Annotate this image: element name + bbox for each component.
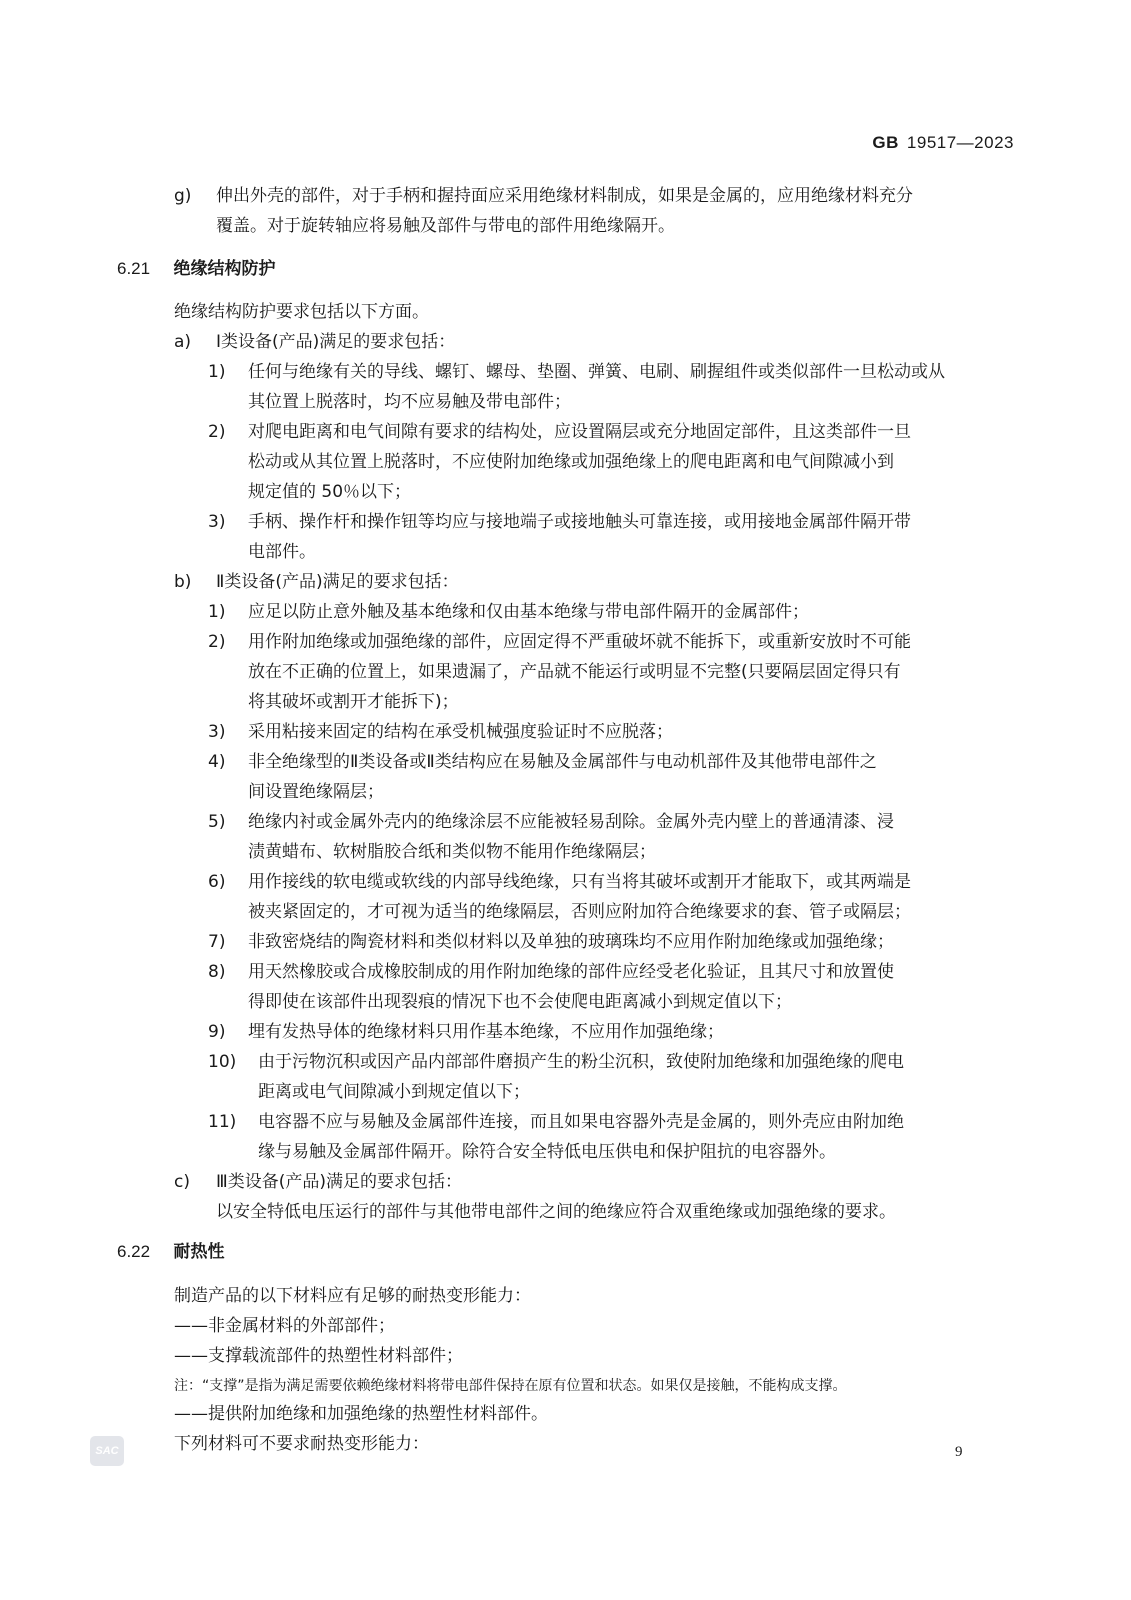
item-g-line-1: 伸出外壳的部件，对于手柄和握持面应采用绝缘材料制成，如果是金属的，应用绝缘材料充分 xyxy=(216,186,913,206)
item-b4-line: 间设置绝缘隔层； xyxy=(248,782,384,802)
item-b10-line: 由于污物沉积或因产品内部部件磨损产生的粉尘沉积，致使附加绝缘和加强绝缘的爬电 xyxy=(258,1052,904,1072)
item-g-label: g) xyxy=(174,186,192,206)
section-number: 6.21 xyxy=(117,259,151,278)
dash-item-3: ——提供附加绝缘和加强绝缘的热塑性材料部件。 xyxy=(174,1404,548,1424)
item-b7-num: 7) xyxy=(208,932,226,952)
item-a2-line: 松动或从其位置上脱落时，不应使附加绝缘或加强绝缘上的爬电距离和电气间隙减小到 xyxy=(248,452,894,472)
item-a2-line: 对爬电距离和电气间隙有要求的结构处，应设置隔层或充分地固定部件，且这类部件一旦 xyxy=(248,422,911,442)
dash-item-2: ——支撑载流部件的热塑性材料部件； xyxy=(174,1346,463,1366)
item-b11-line: 电容器不应与易触及金属部件连接，而且如果电容器外壳是金属的，则外壳应由附加绝 xyxy=(258,1112,904,1132)
item-a-text: Ⅰ类设备(产品)满足的要求包括： xyxy=(216,332,456,352)
page-number: 9 xyxy=(955,1444,963,1460)
item-b2-line: 放在不正确的位置上，如果遗漏了，产品就不能运行或明显不完整(只要隔层固定得只有 xyxy=(248,662,901,682)
standard-code xyxy=(872,133,1014,153)
item-b5-num: 5) xyxy=(208,812,226,832)
item-b2-line: 将其破坏或割开才能拆下)； xyxy=(248,692,459,712)
note-text: 注：“支撑”是指为满足需要依赖绝缘材料将带电部件保持在原有位置和状态。如果仅是接触，不能构成支撑。 xyxy=(174,1378,847,1394)
item-b8-line: 得即使在该部件出现裂痕的情况下也不会使爬电距离减小到规定值以下； xyxy=(248,992,792,1012)
item-b6-num: 6) xyxy=(208,872,226,892)
item-a3-line: 手柄、操作杆和操作钮等均应与接地端子或接地触头可靠连接，或用接地金属部件隔开带 xyxy=(248,512,911,532)
item-c-text: Ⅲ类设备(产品)满足的要求包括： xyxy=(216,1172,462,1192)
item-b11-num: 11) xyxy=(208,1112,237,1132)
item-b11-line: 缘与易触及金属部件隔开。除符合安全特低电压供电和保护阻抗的电容器外。 xyxy=(258,1142,836,1162)
section-number: 6.22 xyxy=(117,1242,151,1261)
section-6-22-intro: 制造产品的以下材料应有足够的耐热变形能力： xyxy=(174,1286,531,1306)
section-title: 绝缘结构防护 xyxy=(173,259,276,279)
item-b2-line: 用作附加绝缘或加强绝缘的部件，应固定得不严重破坏就不能拆下，或重新安放时不可能 xyxy=(248,632,911,652)
section-6-21-heading xyxy=(117,255,276,283)
section-title: 耐热性 xyxy=(173,1242,225,1262)
item-b-label: b) xyxy=(174,572,192,592)
item-b10-num: 10) xyxy=(208,1052,237,1072)
item-b6-line: 用作接线的软电缆或软线的内部导线绝缘，只有当将其破坏或割开才能取下，或其两端是 xyxy=(248,872,911,892)
item-a2-line: 规定值的 50％以下； xyxy=(248,482,412,502)
item-g-line-2: 覆盖。对于旋转轴应将易触及部件与带电的部件用绝缘隔开。 xyxy=(216,216,675,236)
item-b7-line: 非致密烧结的陶瓷材料和类似材料以及单独的玻璃珠均不应用作附加绝缘或加强绝缘； xyxy=(248,932,894,952)
dash-item-1: ——非金属材料的外部部件； xyxy=(174,1316,395,1336)
item-a2-num: 2) xyxy=(208,422,226,442)
item-b4-num: 4) xyxy=(208,752,226,772)
item-a1-line: 其位置上脱落时，均不应易触及带电部件； xyxy=(248,392,571,412)
item-b8-line: 用天然橡胶或合成橡胶制成的用作附加绝缘的部件应经受老化验证，且其尺寸和放置使 xyxy=(248,962,894,982)
item-a3-line: 电部件。 xyxy=(248,542,316,562)
item-b5-line: 绝缘内衬或金属外壳内的绝缘涂层不应能被轻易刮除。金属外壳内壁上的普通清漆、浸 xyxy=(248,812,894,832)
item-b9-num: 9) xyxy=(208,1022,226,1042)
item-b1-num: 1) xyxy=(208,602,226,622)
item-b6-line: 被夹紧固定的，才可视为适当的绝缘隔层，否则应附加符合绝缘要求的套、管子或隔层； xyxy=(248,902,911,922)
item-c-body: 以安全特低电压运行的部件与其他带电部件之间的绝缘应符合双重绝缘或加强绝缘的要求。 xyxy=(216,1202,896,1222)
section-6-22-heading xyxy=(117,1238,225,1266)
sac-logo: SAC xyxy=(90,1436,124,1466)
item-a3-num: 3) xyxy=(208,512,226,532)
item-b4-line: 非全绝缘型的Ⅱ类设备或Ⅱ类结构应在易触及金属部件与电动机部件及其他带电部件之 xyxy=(248,752,877,772)
section-6-22-outro: 下列材料可不要求耐热变形能力： xyxy=(174,1434,429,1454)
item-b8-num: 8) xyxy=(208,962,226,982)
item-b-text: Ⅱ类设备(产品)满足的要求包括： xyxy=(216,572,459,592)
item-b3-num: 3) xyxy=(208,722,226,742)
item-b10-line: 距离或电气间隙减小到规定值以下； xyxy=(258,1082,530,1102)
standard-number: 19517—2023 xyxy=(906,133,1014,152)
item-a1-num: 1) xyxy=(208,362,226,382)
standard-prefix: GB xyxy=(872,133,899,152)
item-a-label: a) xyxy=(174,332,192,352)
section-6-21-intro: 绝缘结构防护要求包括以下方面。 xyxy=(174,302,429,322)
item-a1-line: 任何与绝缘有关的导线、螺钉、螺母、垫圈、弹簧、电刷、刷握组件或类似部件一旦松动或从 xyxy=(248,362,945,382)
item-b5-line: 渍黄蜡布、软树脂胶合纸和类似物不能用作绝缘隔层； xyxy=(248,842,656,862)
item-b1-line: 应足以防止意外触及基本绝缘和仅由基本绝缘与带电部件隔开的金属部件； xyxy=(248,602,809,622)
item-b9-line: 埋有发热导体的绝缘材料只用作基本绝缘，不应用作加强绝缘； xyxy=(248,1022,724,1042)
item-c-label: c) xyxy=(174,1172,190,1192)
item-b3-line: 采用粘接来固定的结构在承受机械强度验证时不应脱落； xyxy=(248,722,673,742)
item-b2-num: 2) xyxy=(208,632,226,652)
